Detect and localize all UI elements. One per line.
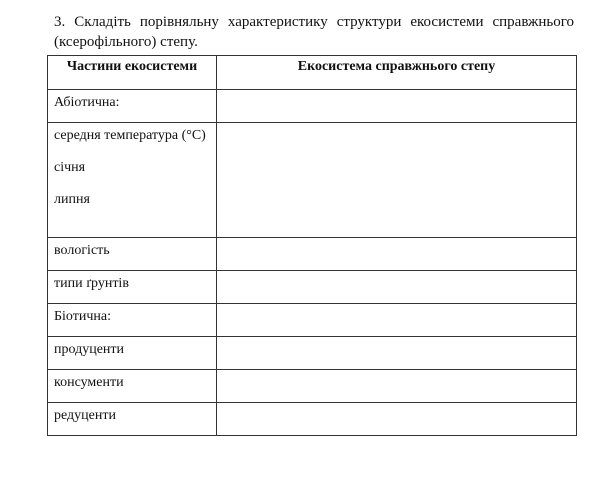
- january-label: січня: [54, 160, 86, 175]
- row-label-soils: типи ґрунтів: [48, 271, 217, 304]
- row-label-producers: продуценти: [48, 337, 217, 370]
- temperature-label: середня температура (°С): [54, 128, 206, 143]
- comparison-table: [47, 55, 577, 436]
- table-row: [48, 123, 577, 238]
- answer-cell-temperature[interactable]: [217, 123, 577, 238]
- header-ecosystem-parts: Частини екосистеми: [48, 56, 217, 90]
- answer-cell-consumers[interactable]: [217, 370, 577, 403]
- table-row: [48, 304, 577, 337]
- header-true-steppe: Екосистема справжнього степу: [217, 56, 577, 90]
- table-row: [48, 403, 577, 436]
- answer-cell-decomposers[interactable]: [217, 403, 577, 436]
- row-label-consumers: консументи: [48, 370, 217, 403]
- answer-cell-abiotic[interactable]: [217, 90, 577, 123]
- table-header-row: [48, 56, 577, 90]
- answer-cell-producers[interactable]: [217, 337, 577, 370]
- answer-cell-soils[interactable]: [217, 271, 577, 304]
- row-label-temperature: [48, 123, 217, 238]
- table-row: [48, 337, 577, 370]
- table-row: [48, 271, 577, 304]
- answer-cell-humidity[interactable]: [217, 238, 577, 271]
- table-row: [48, 90, 577, 123]
- july-label: липня: [54, 192, 90, 207]
- table-row: [48, 238, 577, 271]
- table-row: [48, 370, 577, 403]
- row-label-biotic: Біотична:: [48, 304, 217, 337]
- row-label-abiotic: Абіотична:: [48, 90, 217, 123]
- answer-cell-biotic[interactable]: [217, 304, 577, 337]
- task-heading: 3. Складіть порівняльну характеристику структури екосистеми справжнього (ксерофільного) степу.: [54, 14, 574, 50]
- row-label-decomposers: редуценти: [48, 403, 217, 436]
- row-label-humidity: вологість: [48, 238, 217, 271]
